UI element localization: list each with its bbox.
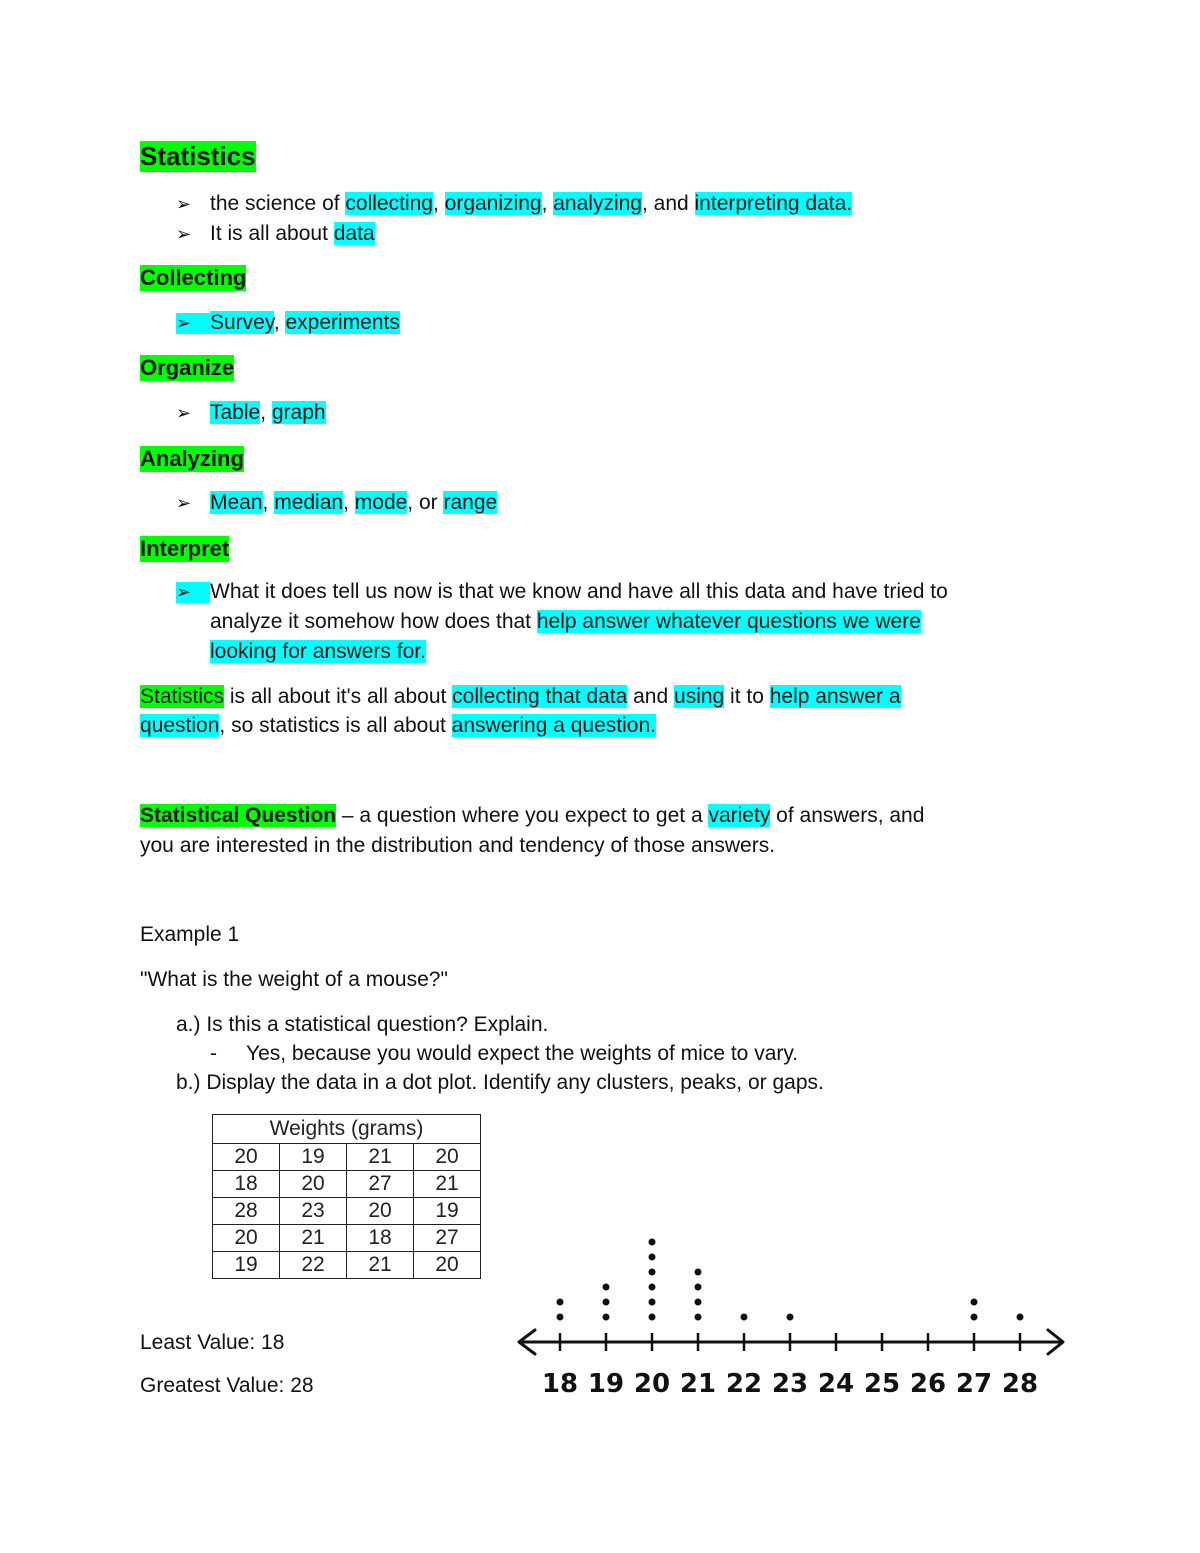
hl-collecting-data: collecting that data — [452, 685, 628, 708]
text: , — [262, 491, 275, 514]
text: the science of — [210, 192, 346, 215]
hl-collecting: collecting — [345, 192, 433, 215]
weights-table — [212, 1114, 481, 1279]
data-dot — [649, 1284, 656, 1291]
example-part-b: b.) Display the data in a dot plot. Identify any clusters, peaks, or gaps. — [176, 1071, 824, 1094]
greatest-value: Greatest Value: 28 — [140, 1374, 314, 1397]
interpret-line-1 — [176, 580, 948, 604]
table-cell: 18 — [347, 1225, 414, 1252]
hl-interpreting: interpreting data. — [694, 192, 853, 215]
summary-line-1 — [140, 685, 901, 709]
data-dot — [649, 1239, 656, 1246]
example-title: Example 1 — [140, 923, 240, 946]
table-cell: 21 — [347, 1252, 414, 1279]
hl-question: question — [140, 714, 220, 737]
hl-organizing: organizing — [444, 192, 542, 215]
organize-bullet — [176, 401, 326, 425]
example-part-a-answer: Yes, because you would expect the weights of mice to vary. — [246, 1042, 799, 1065]
arrow-bullet-icon: ➢ — [176, 582, 210, 603]
tick-label: 21 — [679, 1369, 717, 1399]
data-dot — [649, 1254, 656, 1261]
arrow-bullet-icon: ➢ — [176, 194, 192, 214]
example-question: "What is the weight of a mouse?" — [140, 968, 448, 991]
data-dot — [971, 1299, 978, 1306]
table-cell: 20 — [414, 1144, 481, 1171]
stat-question-line-1 — [140, 804, 924, 828]
text: , or — [407, 491, 444, 514]
table-cell: 22 — [280, 1252, 347, 1279]
text: , — [273, 311, 286, 334]
tick-label: 26 — [909, 1369, 947, 1399]
table-row — [213, 1225, 481, 1252]
hl-mode: mode — [354, 491, 408, 514]
table-cell: 20 — [347, 1198, 414, 1225]
data-dot — [557, 1299, 564, 1306]
text: , — [541, 192, 554, 215]
tick-label: 25 — [863, 1369, 901, 1399]
table-cell: 27 — [347, 1171, 414, 1198]
hl-data: data — [333, 222, 375, 245]
data-dot — [695, 1299, 702, 1306]
collecting-bullet — [176, 311, 400, 335]
hl-help-answer: help answer whatever questions we were — [536, 610, 921, 633]
heading-organize: Organize — [140, 355, 235, 380]
table-cell: 20 — [414, 1252, 481, 1279]
text: , and — [641, 192, 695, 215]
hl-statistics: Statistics — [140, 685, 225, 708]
hl-help-answer-a: help answer a — [769, 685, 901, 708]
heading-collecting: Collecting — [140, 265, 247, 290]
interpret-line-2 — [210, 610, 921, 634]
text: is all about it's all about — [224, 685, 453, 708]
table-row — [213, 1144, 481, 1171]
table-cell: 20 — [213, 1144, 280, 1171]
tick-label: 22 — [725, 1369, 763, 1399]
tick-label: 28 — [1001, 1369, 1039, 1399]
data-dot — [603, 1314, 610, 1321]
data-dot — [649, 1269, 656, 1276]
hl-survey: Survey — [210, 311, 274, 334]
example-dash: - — [210, 1042, 217, 1065]
text: What it does tell us now is that we know and have all this data and have tried to — [210, 580, 948, 603]
text: , so statistics is all about — [219, 714, 452, 737]
interpret-line-3 — [210, 640, 426, 664]
table-cell: 20 — [280, 1171, 347, 1198]
least-value: Least Value: 18 — [140, 1331, 285, 1354]
hl-statistical-question: Statistical Question — [140, 804, 337, 827]
data-dot — [695, 1284, 702, 1291]
text: , — [343, 491, 355, 514]
table-cell: 19 — [213, 1252, 280, 1279]
text: it to — [724, 685, 770, 708]
hl-using: using — [674, 685, 725, 708]
table-row — [213, 1198, 481, 1225]
weights-table-header: Weights (grams) — [213, 1115, 481, 1144]
tick-label: 24 — [817, 1369, 855, 1399]
hl-experiments: experiments — [285, 311, 400, 334]
hl-table: Table — [210, 401, 261, 424]
analyzing-bullet — [176, 491, 497, 515]
text: and — [627, 685, 675, 708]
data-dot — [603, 1284, 610, 1291]
text: , — [260, 401, 272, 424]
heading-analyzing: Analyzing — [140, 446, 244, 471]
hl-median: median — [274, 491, 344, 514]
hl-mean: Mean — [210, 491, 263, 514]
table-row — [213, 1252, 481, 1279]
hl-analyzing: analyzing — [553, 192, 642, 215]
data-dot — [649, 1314, 656, 1321]
table-cell: 18 — [213, 1171, 280, 1198]
tick-label: 20 — [633, 1369, 671, 1399]
hl-looking-for: looking for answers for. — [210, 640, 426, 663]
summary-line-2 — [140, 714, 656, 738]
tick-label: 19 — [587, 1369, 625, 1399]
hl-answering: answering a question. — [451, 714, 656, 737]
data-dot — [649, 1299, 656, 1306]
table-cell: 27 — [414, 1225, 481, 1252]
data-dot — [971, 1314, 978, 1321]
example-part-a: a.) Is this a statistical question? Explain. — [176, 1013, 549, 1036]
table-cell: 23 — [280, 1198, 347, 1225]
data-dot — [603, 1299, 610, 1306]
heading-statistics: Statistics — [140, 141, 256, 171]
text: – a question where you expect to get a — [336, 804, 709, 827]
text: It is all about — [210, 222, 334, 245]
text: of answers, and — [770, 804, 925, 827]
data-dot — [787, 1314, 794, 1321]
table-cell: 21 — [280, 1225, 347, 1252]
table-cell: 19 — [280, 1144, 347, 1171]
dot-plot — [505, 1215, 1085, 1415]
table-cell: 21 — [347, 1144, 414, 1171]
table-row — [213, 1171, 481, 1198]
text: analyze it somehow how does that — [210, 610, 537, 633]
hl-range: range — [443, 491, 498, 514]
tick-label: 23 — [771, 1369, 809, 1399]
tick-label: 18 — [541, 1369, 579, 1399]
statistics-bullet-2 — [176, 222, 375, 246]
hl-graph: graph — [271, 401, 326, 424]
stat-question-line-2: you are interested in the distribution and tendency of those answers. — [140, 834, 776, 857]
table-cell: 19 — [414, 1198, 481, 1225]
heading-interpret: Interpret — [140, 536, 230, 561]
hl-variety: variety — [708, 804, 771, 827]
table-cell: 20 — [213, 1225, 280, 1252]
text: , — [432, 192, 445, 215]
tick-label: 27 — [955, 1369, 993, 1399]
data-dot — [1017, 1314, 1024, 1321]
arrow-bullet-icon: ➢ — [176, 493, 192, 513]
table-cell: 21 — [414, 1171, 481, 1198]
table-cell: 28 — [213, 1198, 280, 1225]
data-dot — [557, 1314, 564, 1321]
arrow-bullet-icon: ➢ — [176, 313, 210, 334]
arrow-bullet-icon: ➢ — [176, 403, 192, 423]
data-dot — [695, 1269, 702, 1276]
arrow-bullet-icon: ➢ — [176, 224, 192, 244]
statistics-bullet-1 — [176, 192, 852, 216]
data-dot — [741, 1314, 748, 1321]
data-dot — [695, 1314, 702, 1321]
